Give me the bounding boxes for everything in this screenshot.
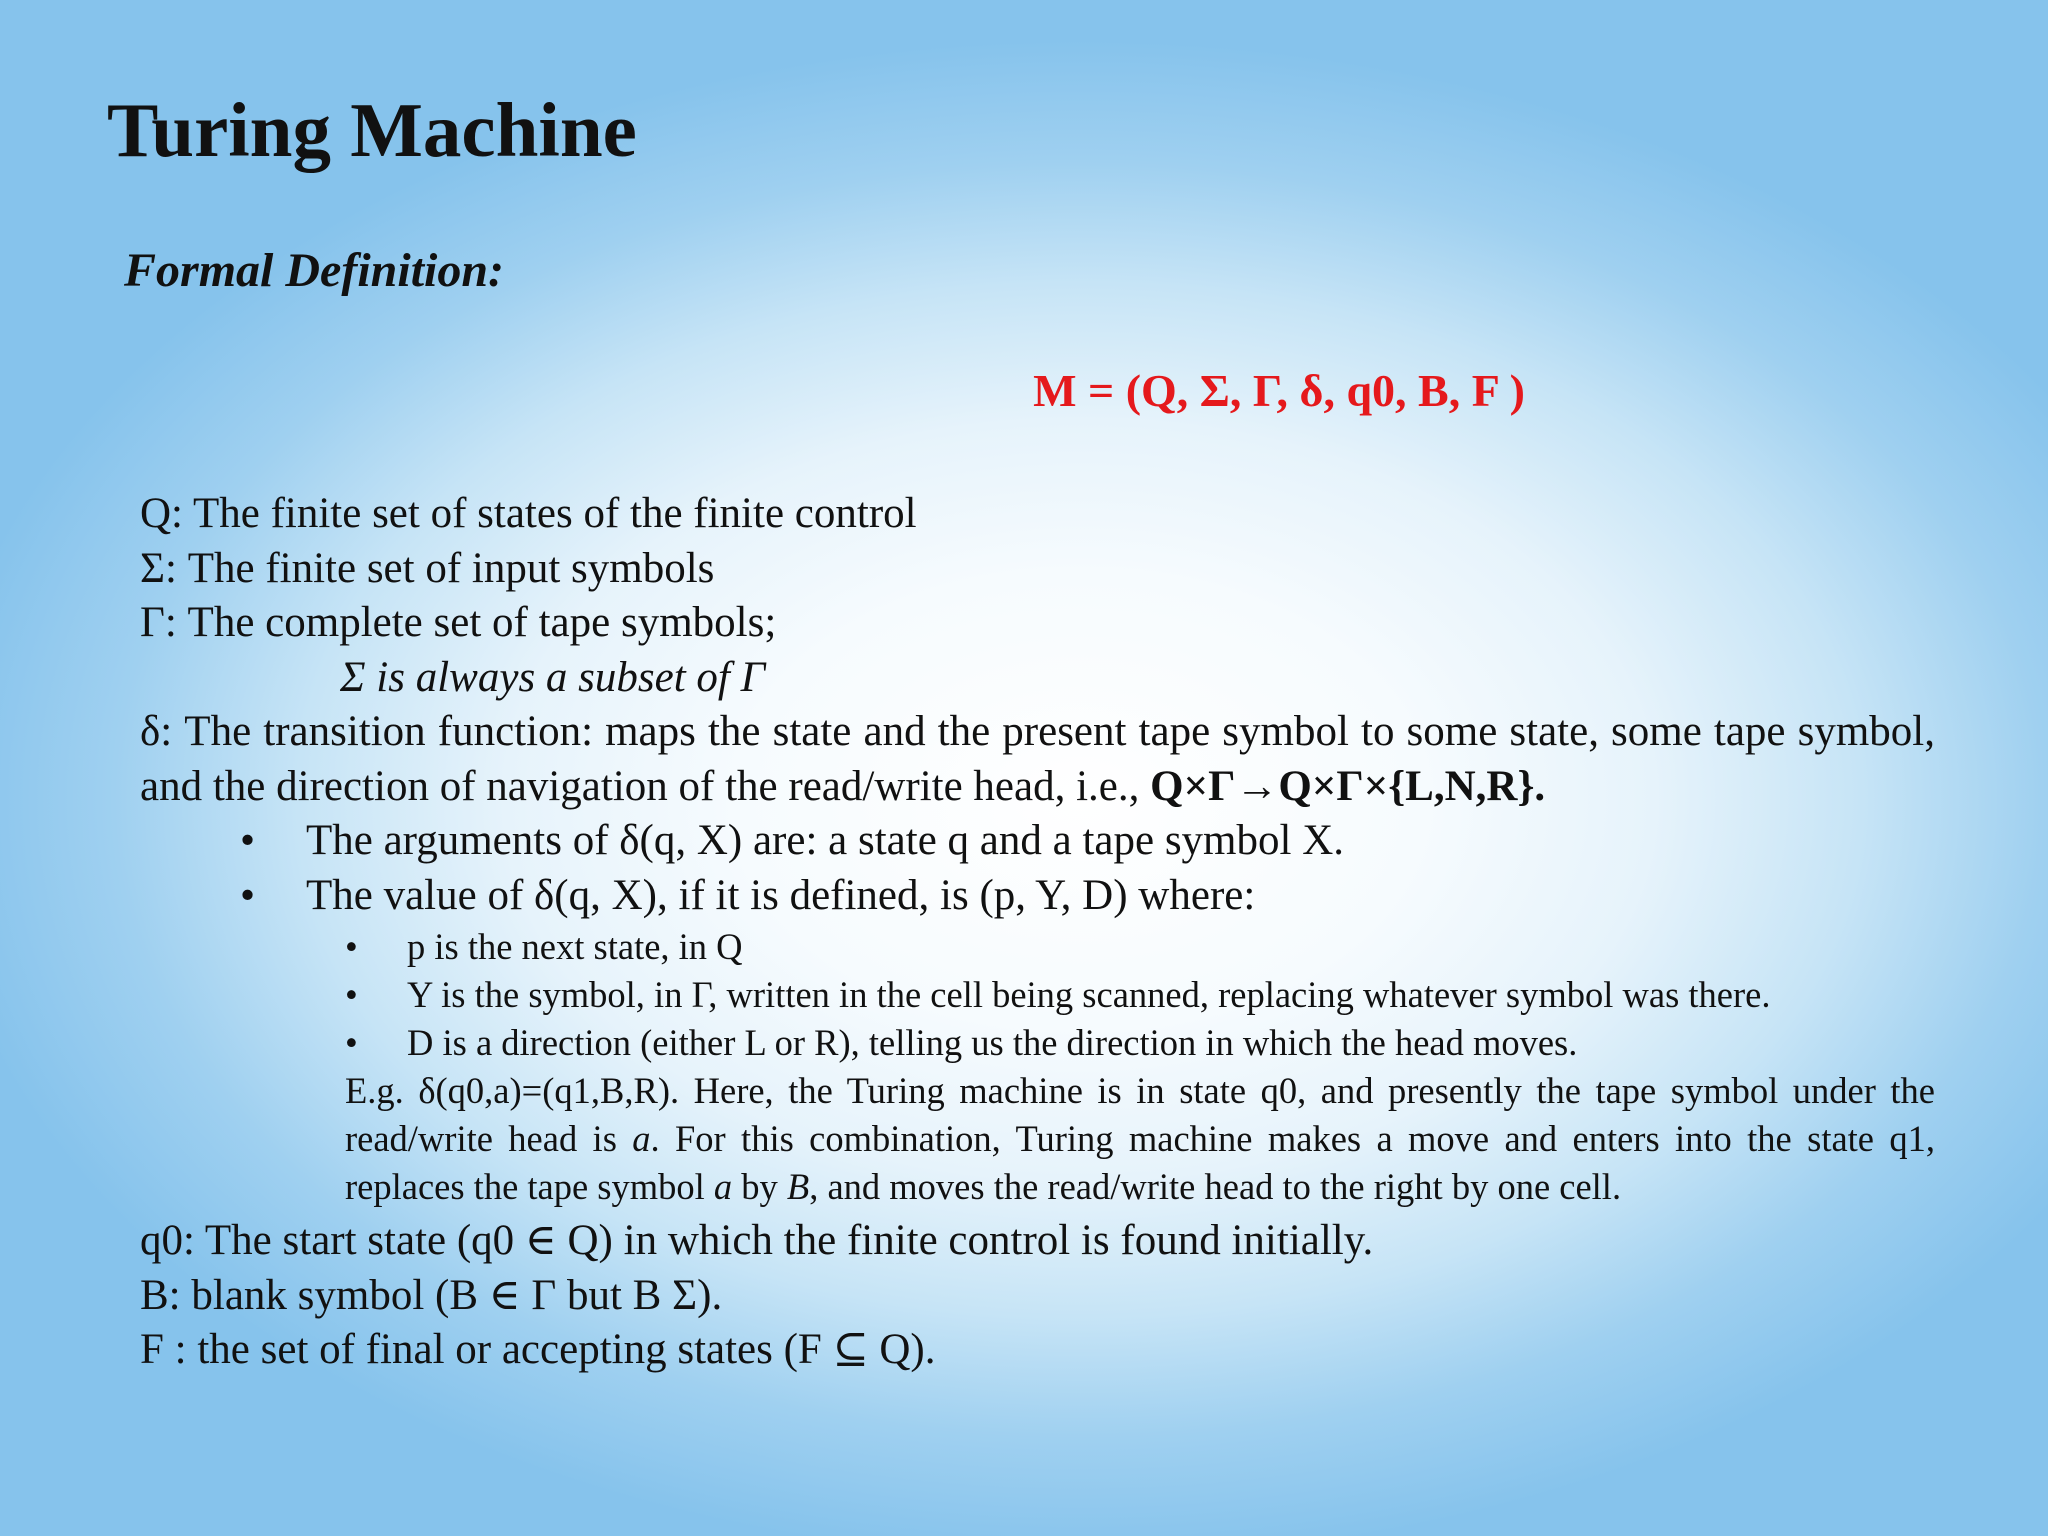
formula-tuple: M = (Q, Σ, Γ, δ, q0, B, F ): [1033, 365, 1525, 416]
gamma-definition: Γ: The complete set of tape symbols;: [140, 599, 777, 646]
sub-bullet-text: p is the next state, in Q: [407, 926, 743, 967]
subset-note: Σ is always a subset of Γ: [340, 653, 766, 701]
list-item: [140, 971, 1935, 1019]
example-symbol-a: a: [632, 1118, 651, 1159]
value-details: [140, 923, 1935, 1211]
list-item: [140, 1019, 1935, 1067]
example-text: , and moves the read/write head to the right by one cell.: [809, 1166, 1622, 1207]
example-symbol-b: B: [786, 1166, 810, 1207]
delta-signature: Q×Γ→Q×Γ×{L,N,R}.: [1150, 762, 1546, 810]
slide-title: Turing Machine: [107, 87, 637, 173]
example-text: E.g. δ(q0,a)=(q1,B,R). Here, the Turing machine is in state q0, and presently the tape symbol under the read/write head is: [345, 1070, 1935, 1159]
q-definition: Q: The finite set of states of the finite control: [140, 490, 917, 537]
example-paragraph: [140, 1067, 1935, 1211]
bullet-icon: •: [345, 1022, 358, 1063]
sub-bullet-text: Y is the symbol, in Γ, written in the cell being scanned, replacing whatever symbol was there.: [407, 974, 1771, 1015]
q0-definition: q0: The start state (q0 ∈ Q) in which the finite control is found initially.: [140, 1217, 1374, 1264]
sigma-definition: Σ: The finite set of input symbols: [140, 544, 715, 592]
definition-body: [140, 487, 1935, 1378]
bullet-icon: •: [345, 974, 358, 1015]
delta-definition: [140, 705, 1935, 814]
list-item: [140, 869, 1935, 924]
delta-bullet-list: [140, 814, 1935, 923]
final-definition: F : the set of final or accepting states (F ⊆ Q).: [140, 1326, 936, 1373]
bullet-icon: •: [240, 817, 256, 864]
bullet-icon: •: [240, 871, 256, 919]
bullet-text: The arguments of δ(q, X) are: a state q and a tape symbol X.: [306, 817, 1345, 864]
delta-text: δ: The transition function: maps the state and the present tape symbol to some state, some tape symbol, and the direction of navigation of the read/write head, i.e.,: [140, 708, 1935, 810]
bullet-text: The value of δ(q, X), if it is defined, is (p, Y, D) where:: [306, 871, 1256, 919]
bullet-icon: •: [345, 926, 358, 967]
list-item: [140, 923, 1935, 971]
example-symbol-a: a: [713, 1166, 733, 1207]
slide-subtitle: Formal Definition:: [124, 244, 505, 297]
sub-bullet-text: D is a direction (either L or R), telling us the direction in which the head moves.: [407, 1022, 1578, 1063]
example-text: . For this combination, Turing machine makes a move and enters into the state q1, replaces the tape symbol: [345, 1118, 1935, 1207]
blank-definition: B: blank symbol (B ∈ Γ but B Σ).: [140, 1271, 723, 1319]
list-item: [140, 814, 1935, 869]
example-text: by: [732, 1166, 787, 1207]
value-sub-bullet-list: [140, 923, 1935, 1067]
